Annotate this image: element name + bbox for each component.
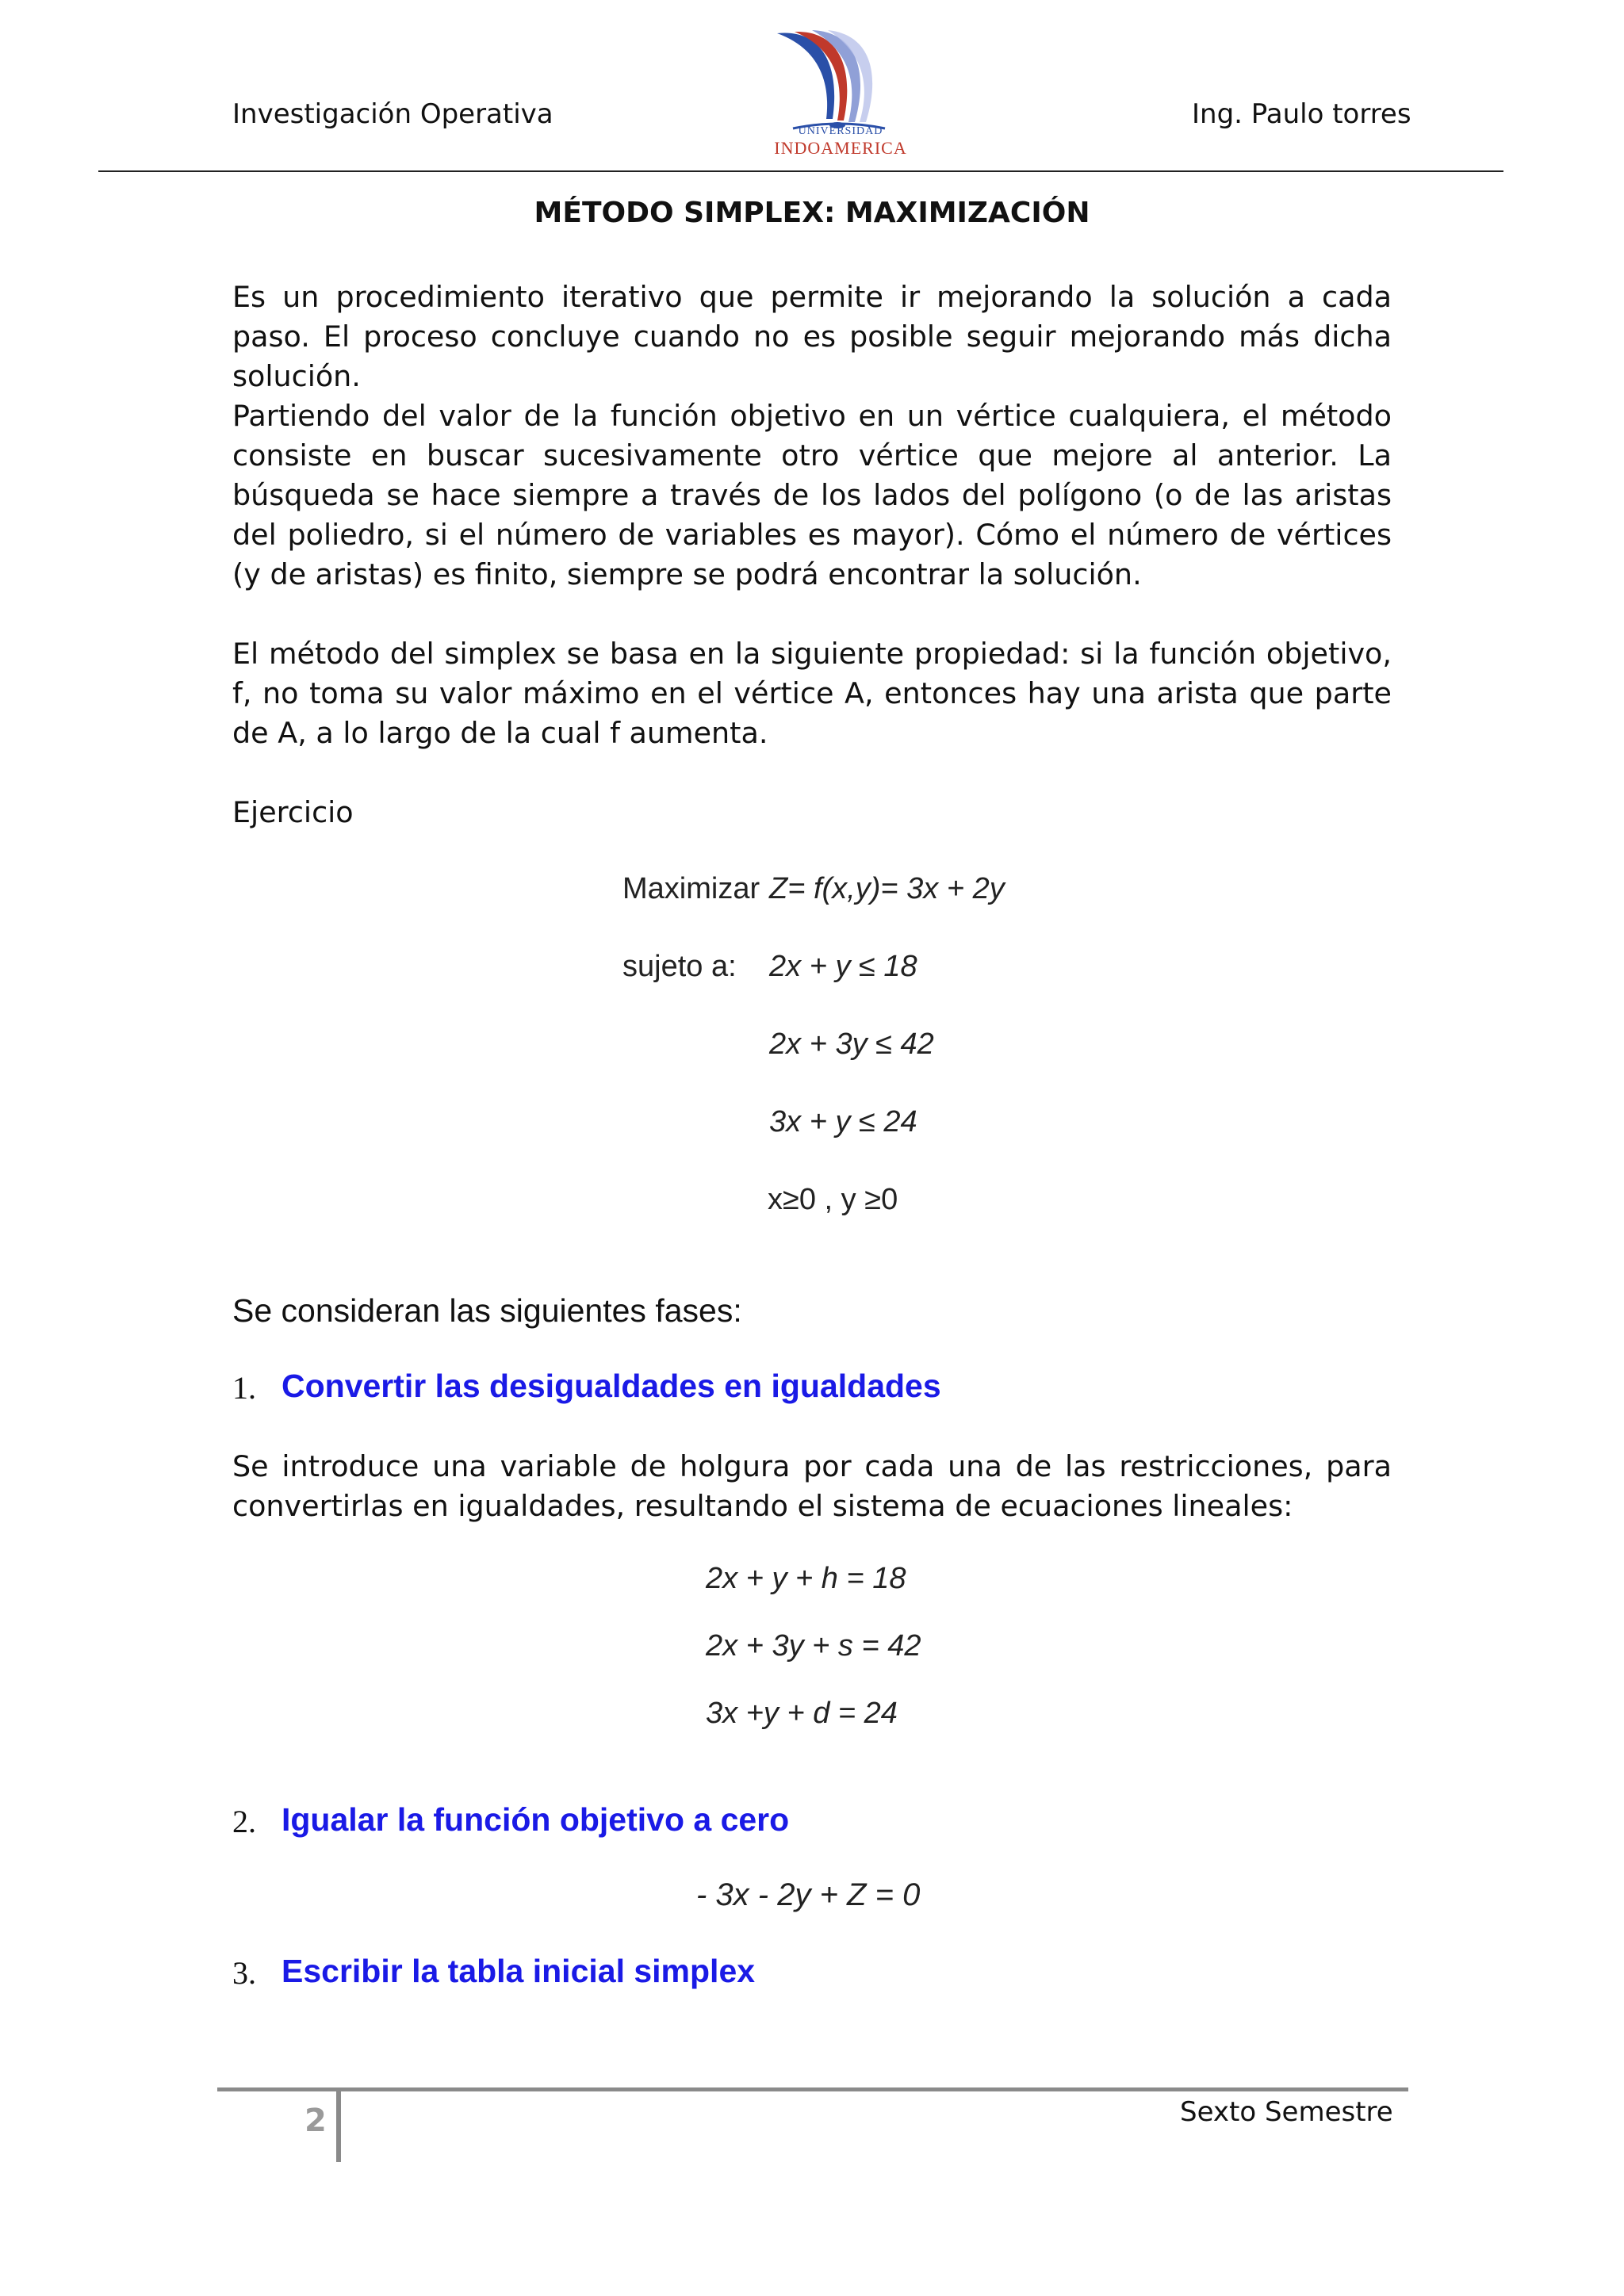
- constraint-2: 2x + 3y ≤ 42: [769, 1027, 934, 1061]
- non-negativity-constraint: x≥0 , y ≥0: [768, 1183, 898, 1216]
- footer-semester: Sexto Semestre: [1180, 2096, 1393, 2128]
- footer-divider: [217, 2087, 1408, 2091]
- step-1-number: 1.: [232, 1370, 256, 1406]
- objective-label: Maximizar: [622, 872, 760, 905]
- exercise-label: Ejercicio: [232, 795, 354, 829]
- step-1-text: Se introduce una variable de holgura por cada una de las restricciones, para convertirlas en igualdades, resultando el sistema de ecuaciones lineales:: [232, 1449, 1392, 1523]
- step-2-number: 2.: [232, 1804, 256, 1839]
- paragraph-2: Partiendo del valor de la función objetivo en un vértice cualquiera, el método consiste en buscar sucesivamente otro vértice que mejore al anterior. La búsqueda se hace siempre a través de los lados del polígono (o de las aristas del poliedro, si el número de variables es mayor). Cómo el número de vértices (y de aristas) es finito, siempre se podrá encontrar la solución.: [232, 399, 1392, 591]
- header-author: Ing. Paulo torres: [1192, 98, 1411, 130]
- objective-function: Z= f(x,y)= 3x + 2y: [769, 872, 1005, 905]
- paragraph-1: Es un procedimiento iterativo que permite ir mejorando la solución a cada paso. El proceso concluye cuando no es posible seguir mejorando más dicha solución.: [232, 280, 1392, 393]
- equation-3: 3x +y + d = 24: [706, 1697, 898, 1730]
- logo-text-bottom: INDOAMERICA: [774, 138, 907, 158]
- subject-to-label: sujeto a:: [622, 950, 737, 983]
- footer-vertical-divider: [336, 2087, 341, 2162]
- header-course-title: Investigación Operativa: [232, 98, 553, 130]
- logo-text-top: UNIVERSIDAD: [798, 125, 883, 137]
- step-3-heading: Escribir la tabla inicial simplex: [282, 1953, 756, 1989]
- phases-intro: Se consideran las siguientes fases:: [232, 1292, 742, 1329]
- equation-1: 2x + y + h = 18: [706, 1562, 906, 1595]
- step-2-heading: Igualar la función objetivo a cero: [282, 1801, 790, 1838]
- step-3-number: 3.: [232, 1955, 256, 1991]
- objective-equals-zero: - 3x - 2y + Z = 0: [696, 1877, 921, 1912]
- equation-2: 2x + 3y + s = 42: [706, 1629, 921, 1663]
- university-logo: [745, 24, 936, 163]
- page-number: 2: [304, 2103, 327, 2139]
- constraint-3: 3x + y ≤ 24: [769, 1105, 917, 1138]
- constraint-1: 2x + y ≤ 18: [769, 950, 917, 983]
- page-title: MÉTODO SIMPLEX: MAXIMIZACIÓN: [534, 197, 1090, 229]
- paragraph-3: El método del simplex se basa en la siguiente propiedad: si la función objetivo, f, no toma su valor máximo en el vértice A, entonces hay una arista que parte de A, a lo largo de la cual f aumenta.: [232, 637, 1392, 750]
- step-1-heading: Convertir las desigualdades en igualdades: [282, 1368, 941, 1404]
- header-divider: [98, 170, 1503, 172]
